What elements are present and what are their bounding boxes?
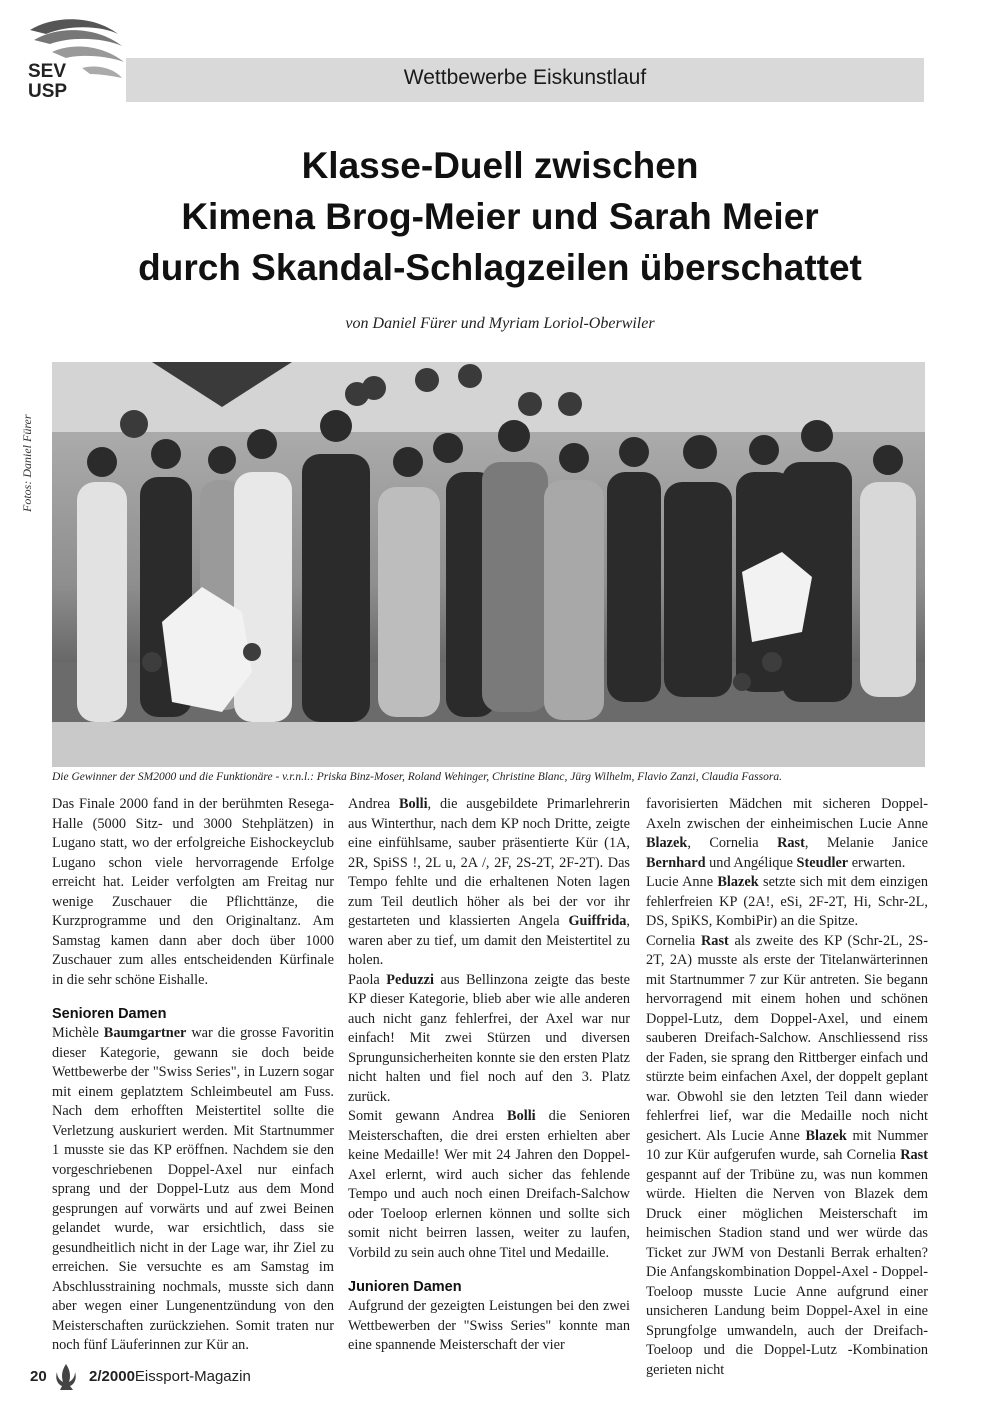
article-column-3 (646, 795, 928, 1380)
headline-line-2: Kimena Brog-Meier und Sarah Meier (181, 196, 819, 237)
name-bold: Rast (700, 932, 729, 949)
logo-text (28, 62, 67, 102)
text-run: , Melanie Janice (804, 835, 928, 851)
logo-line-usp: USP (28, 81, 68, 102)
article-column-2 (348, 795, 630, 1356)
text-run: erwarten. (848, 854, 906, 871)
logo-line-sev: SEV (28, 61, 67, 82)
page-footer (30, 1362, 251, 1392)
photo-credit-text: Fotos: Daniel Fürer (20, 414, 34, 512)
text-run: war die grosse Favoritin dieser Kategorie, gewann sie doch beide Wettbewerbe der "Swiss Series", in Luzern sogar mit einem geplatztem Schleimbeutel am Fuss. Nach dem erhofften Meistertitel sollte die Verletzung auskuriert werden. Mit Startnummer 1 musste sie das KP eröffnen. Nachdem sie den vorgeschriebenen Doppel-Axel nur einfach sprang und der Doppel-Lutz aus dem Mond gesprungen auf vorwärts und auf zwei Beinen gelandet wurde, war ersichtlich, dass sie gesundheitlich nicht in der Lage war, ihr Ziel zu erreichen. Sie versuchte es am Samstag im Abschlusstraining nochmals, musste sich dann aber wegen einer Lungenentzündung von den Meisterschaften zurückziehen. Somit traten nur noch fünf Läuferinnen zur Kür an. (52, 1025, 334, 1353)
text-run: Andrea (348, 796, 399, 812)
photo-credit (20, 362, 42, 512)
text-run: Cornelia (646, 932, 701, 949)
paragraph: Das Finale 2000 fand in der berühmten Resega-Halle (5000 Sitz- und 3000 Stehplätzen) in Lugano statt, wo der erfolgreiche Eishockeyclub Lugano schon viele hervorragende Erfolge erreicht hat. Leider verfolgten am Freitag nur wenige Zuschauer die Pflichttänze, die Kurzprogramme und den Originaltanz. Am Samstag kamen dann aber doch über 1000 Zuschauer zum alles entscheidenden Kürfinale in die sehr schöne Eishalle. (52, 796, 334, 988)
name-bold: Peduzzi (386, 971, 434, 988)
text-run: , Cornelia (687, 835, 778, 851)
text-run: favorisierten Mädchen mit sicheren Doppel-Axeln zwischen der einheimischen Lucie Anne (646, 796, 928, 832)
name-bold: Bolli (398, 796, 428, 812)
headline-line-1: Klasse-Duell zwischen (301, 145, 699, 186)
name-bold: Guiffrida (568, 913, 627, 929)
group-photo (52, 362, 925, 767)
text-run: , waren aber zu tief, um damit den Meistertitel zu holen. (348, 913, 630, 968)
paragraph (646, 795, 928, 873)
section-title: Wettbewerbe Eiskunstlauf (403, 66, 647, 89)
text-run: gespannt auf der Tribüne zu, was nun kommen würde. Hielten die Nerven von Blazek dem Druck einer möglichen Meisterschaft im heimischen Stadion stand und wer würde das Ticket zur JWM von Destanli Berrak erhalten? Die Anfangskombination Doppel-Axel - Doppel-Toeloop musste Lucie Anne aufgrund einer unsicheren Landung beim Doppel-Axel in eine Sprungfolge umwandeln, auch der Dreifach-Toeloop und die Doppel-Lutz -Kombination gerieten nicht (646, 1166, 928, 1378)
subheading-senioren-damen: Senioren Damen (52, 1006, 167, 1022)
name-bold: Blazek (805, 1127, 847, 1144)
text-run: , die ausgebildete Primarlehrerin aus Winterthur, nach dem KP noch Dritte, zeigte eine einfühlsame, sauber präsentierte Kür (1A, 2R, SpiSS !, 2L u, 2A /, 2F, 2S-2T, 2F-2T). Das Tempo fehlte und die erhaltenen Noten lagen zum Teil deutlich höher als bei der vor ihr gestarteten und klassierten Angela (348, 796, 630, 929)
text-run: Paola (348, 971, 387, 988)
headline (30, 140, 970, 293)
name-bold: Steudler (796, 854, 849, 871)
text-run: Lucie Anne (646, 874, 718, 890)
name-bold: Blazek (646, 835, 688, 851)
name-bold: Baumgartner (103, 1025, 187, 1041)
name-bold: Rast (777, 835, 805, 851)
text-run: die Senioren Meisterschaften, die drei ersten erhielten aber keine Medaille! Wer mit 24 Jahren den Doppel-Axel erlernt, wird auch sicher das fehlende Tempo und auch noch einen Dreifach-Salchow oder Toeloop erlernen können und sollte sich somit nicht beirren lassen, weiter zu laufen, Vorbild zu sein auch ohne Titel und Medaille. (348, 1108, 631, 1261)
byline: von Daniel Fürer und Myriam Loriol-Oberwiler (345, 315, 655, 332)
photo-caption: Die Gewinner der SM2000 und die Funktionäre - v.r.n.l.: Priska Binz-Moser, Roland Wehinger, Christine Blanc, Jürg Wilhelm, Flavio Zanzi, Claudia Fassora. (52, 771, 782, 783)
text-run: aus Bellinzona zeigte das beste KP dieser Kategorie, blieb aber wie alle anderen auch nicht ganz fehlerfrei, der Axel war nur einfach! Mit zwei Stürzen und diversen Sprungunsicherheiten konnte sie den ersten Platz nicht halten und fiel noch auf den 3. Platz zurück. (348, 971, 630, 1105)
name-bold: Rast (900, 1147, 928, 1163)
skater-mascot-icon (53, 1362, 79, 1392)
paragraph (348, 1107, 630, 1263)
name-bold: Bernhard (646, 854, 706, 871)
paragraph: Aufgrund der gezeigten Leistungen bei den zwei Wettbewerben der "Swiss Series" konnte man eine spannende Meisterschaft der vier (348, 1298, 630, 1353)
text-run: als zweite des KP (Schr-2L, 2S-2T, 2A) musste als erste der Titelanwärterinnen mit Startnummer 7 zur Kür antreten. Sie begann hervorragend mit einem hohen und schönen Doppel-Lutz, dem Doppel-Axel, und einem sauberen Dreifach-Salchow. Anschliessend riss der Faden, sie sprang den Rittberger einfach und stürzte beim einfachen Axel, der doppelt geplant war. Obwohl sie den letzten Teil dann wieder fehlerfrei lief, war die Medaille noch nicht gesichert. Als Lucie Anne (646, 932, 928, 1144)
page-number: 20 (30, 1367, 47, 1385)
text-run: Somit gewann Andrea (348, 1108, 508, 1124)
paragraph (52, 1024, 334, 1356)
text-run: und Angélique (705, 854, 797, 871)
paragraph (646, 873, 928, 932)
magazine-name: Eissport-Magazin (134, 1367, 251, 1385)
name-bold: Bolli (507, 1108, 536, 1124)
article-column-1 (52, 795, 334, 1356)
subheading-junioren-damen: Junioren Damen (348, 1279, 462, 1295)
headline-line-3: durch Skandal-Schlagzeilen überschattet (138, 247, 862, 288)
name-bold: Blazek (717, 874, 759, 890)
paragraph (348, 795, 630, 971)
issue-number: 2/2000 (89, 1367, 135, 1385)
text-run: setzte sich mit dem einzigen fehlerfreien KP (2A!, eSi, 2F-2T, Hi, Schr-2L, DS, SpiKS, KombiPir) an die Spitze. (646, 874, 928, 929)
text-run: Michèle (52, 1025, 104, 1041)
paragraph (646, 932, 928, 1381)
paragraph (348, 971, 630, 1108)
text-run: mit Nummer 10 zur Kür aufgerufen wurde, sah Cornelia (646, 1127, 928, 1163)
